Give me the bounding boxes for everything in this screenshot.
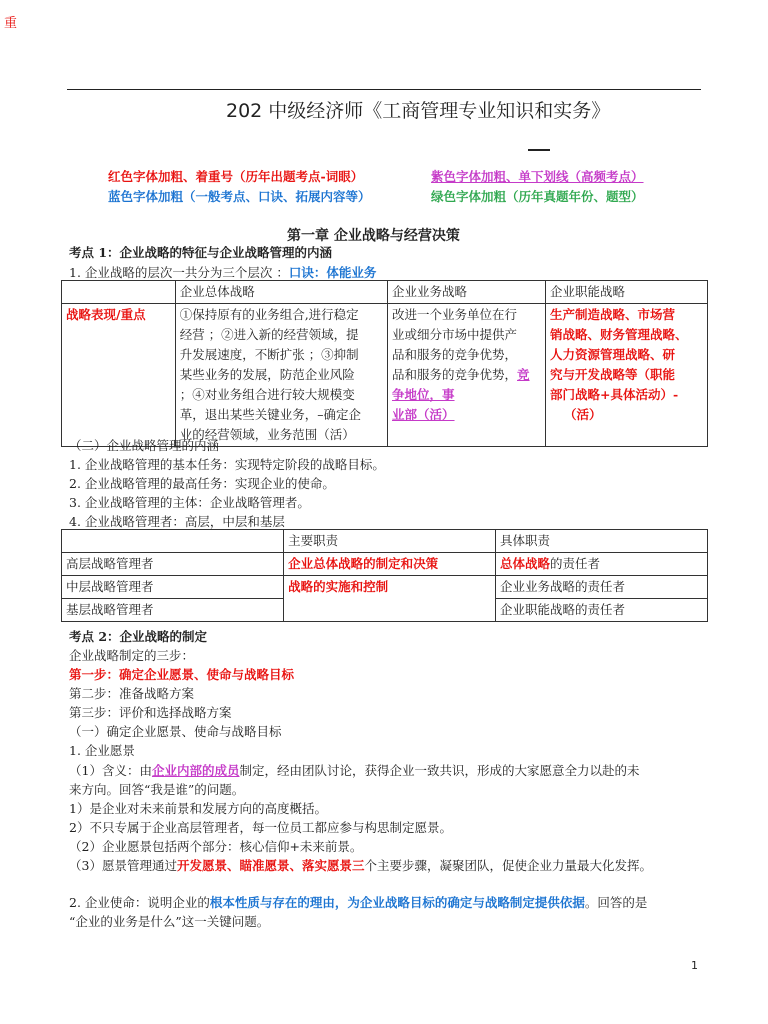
highlight-link: 业部（活） [392, 407, 455, 422]
highlight: 根本性质与存在的理由，为企业战略目标的确定与战略制定提供依据 [209, 895, 585, 910]
table-header-cell: 企业业务战略 [388, 281, 546, 304]
cell-line: 生产制造战略、市场营 [549, 307, 675, 322]
cell-line: 业或细分市场中提供产 [392, 327, 518, 342]
highlight-link: 竞争地位，事 [392, 367, 530, 402]
table-cell: 战略的实施和控制 [284, 576, 496, 599]
point2-intro: 企业战略制定的三步： [69, 648, 195, 663]
cell-line: （活） [563, 407, 602, 422]
table-cell [284, 599, 496, 622]
table-header-cell: 主要职责 [284, 530, 496, 553]
table-cell [388, 304, 546, 447]
strategy-level-table [61, 280, 708, 447]
point1-mnemonic: 口诀：体能业务 [288, 265, 377, 280]
highlight-link: 企业内部的成员 [151, 763, 240, 778]
sub-heading: （一）确定企业愿景、使命与战略目标 [69, 724, 282, 739]
table-cell [496, 553, 708, 576]
mission-line-cont: “企业的业务是什么”这一关键问题。 [69, 914, 270, 929]
sub-heading: （二）企业战略管理的内涵 [69, 438, 220, 453]
cell-line: 业的经营领域，业务范围（活） [179, 427, 355, 442]
cell-line: 部门战略+具体活动）- [549, 387, 679, 402]
cell-text: 的责任者 [550, 556, 601, 571]
legend-green: 绿色字体加粗（历年真题年份、题型） [431, 189, 644, 204]
vision-point-1: 1）是企业对未来前景和发展方向的高度概括。 [69, 801, 327, 816]
cell-line: ①保持原有的业务组合,进行稳定 [179, 307, 359, 322]
page-number: 1 [691, 959, 698, 972]
highlight: 总体战略 [500, 556, 551, 571]
table-cell [545, 304, 707, 447]
cell-line: ；④对业务组合进行较大规模变 [179, 387, 355, 402]
page-title: 202 中级经济师《工商管理专业知识和实务》 [226, 100, 611, 122]
manager-table [61, 529, 708, 622]
table-header-cell: 企业职能战略 [545, 281, 707, 304]
table-cell: 基层战略管理者 [62, 599, 284, 622]
table-row [62, 599, 708, 622]
text: （3）愿景管理通过 [69, 858, 177, 873]
table-header-cell [62, 281, 176, 304]
list-item: 1. 企业战略管理的基本任务：实现特定阶段的战略目标。 [69, 457, 385, 472]
legend-red: 红色字体加粗、着重号（历年出题考点-词眼） [108, 169, 364, 184]
table-cell [175, 304, 387, 447]
table-header-cell: 企业总体战略 [175, 281, 387, 304]
text: 个主要步骤，凝聚团队，促使企业力量最大化发挥。 [364, 858, 652, 873]
point2-title: 考点 2：企业战略的制定 [69, 629, 208, 644]
table-row [62, 576, 708, 599]
cell-line: 改进一个业务单位在行 [392, 307, 518, 322]
row-label: 战略表现/重点 [62, 304, 176, 447]
cell-line: 某些业务的发展，防范企业风险 [179, 367, 355, 382]
cell-line: 究与开发战略等（职能 [549, 367, 675, 382]
table-cell: 中层战略管理者 [62, 576, 284, 599]
cell-line: 革，退出某些关键业务，–确定企 [179, 407, 361, 422]
legend-purple: 紫色字体加粗、单下划线（高频考点） [431, 169, 644, 184]
vision-parts: （2）企业愿景包括两个部分：核心信仰+未来前景。 [69, 839, 363, 854]
cell-line: 升发展速度，不断扩张 ；③抑制 [179, 347, 359, 362]
title-dash [528, 149, 550, 151]
cell-line: 品和服务的竞争优势， [392, 347, 518, 362]
table-row [62, 530, 708, 553]
vision-management [69, 856, 652, 874]
point1-title: 考点 1：企业战略的特征与企业战略管理的内涵 [69, 245, 333, 260]
vision-point-2: 2）不只专属于企业高层管理者，每一位员工都应参与构思制定愿景。 [69, 820, 452, 835]
corner-mark: 重 [4, 16, 18, 31]
highlight: 开发愿景、瞄准愿景、落实愿景三 [176, 858, 365, 873]
cell-line: 经营 ；②进入新的经营领域，提 [179, 327, 359, 342]
table-cell: 高层战略管理者 [62, 553, 284, 576]
table-row [62, 553, 708, 576]
step-2: 第二步：准备战略方案 [69, 686, 195, 701]
cell-line: 销战略、财务管理战略、 [549, 327, 688, 342]
table-header-cell [62, 530, 284, 553]
cell-line: 品和服务的竞争优势，竞争地位，事 [392, 367, 530, 402]
mission-line [69, 893, 647, 911]
text: 制定，经由团队讨论，获得企业一致共识，形成的大家愿意全力以赴的未 [239, 763, 640, 778]
text: 。回答的是 [584, 895, 648, 910]
vision-definition [69, 761, 640, 779]
legend-blue: 蓝色字体加粗（一般考点、口诀、拓展内容等） [108, 189, 371, 204]
text: 2. 企业使命：说明企业的 [69, 895, 210, 910]
list-item: 2. 企业战略管理的最高任务：实现企业的使命。 [69, 476, 335, 491]
table-header-cell: 具体职责 [496, 530, 708, 553]
list-item: 3. 企业战略管理的主体：企业战略管理者。 [69, 495, 310, 510]
table-cell: 企业业务战略的责任者 [496, 576, 708, 599]
header-rule [67, 89, 701, 90]
text: （1）含义：由 [69, 763, 152, 778]
step-3: 第三步：评价和选择战略方案 [69, 705, 232, 720]
chapter-title: 第一章 企业战略与经营决策 [287, 228, 460, 244]
point1-line1-text: 1. 企业战略的层次一共分为三个层次 ： [69, 265, 289, 280]
vision-title: 1. 企业愿景 [69, 743, 135, 758]
list-item: 4. 企业战略管理者：高层，中层和基层 [69, 514, 285, 529]
table-cell: 企业职能战略的责任者 [496, 599, 708, 622]
cell-line: 人力资源管理战略、研 [549, 347, 675, 362]
vision-definition-cont: 来方向。回答“我是谁”的问题。 [69, 782, 245, 797]
step-1: 第一步：确定企业愿景、使命与战略目标 [69, 667, 295, 682]
table-cell: 企业总体战略的制定和决策 [284, 553, 496, 576]
table-row [62, 304, 708, 447]
point1-line1 [69, 263, 376, 281]
table-row [62, 281, 708, 304]
